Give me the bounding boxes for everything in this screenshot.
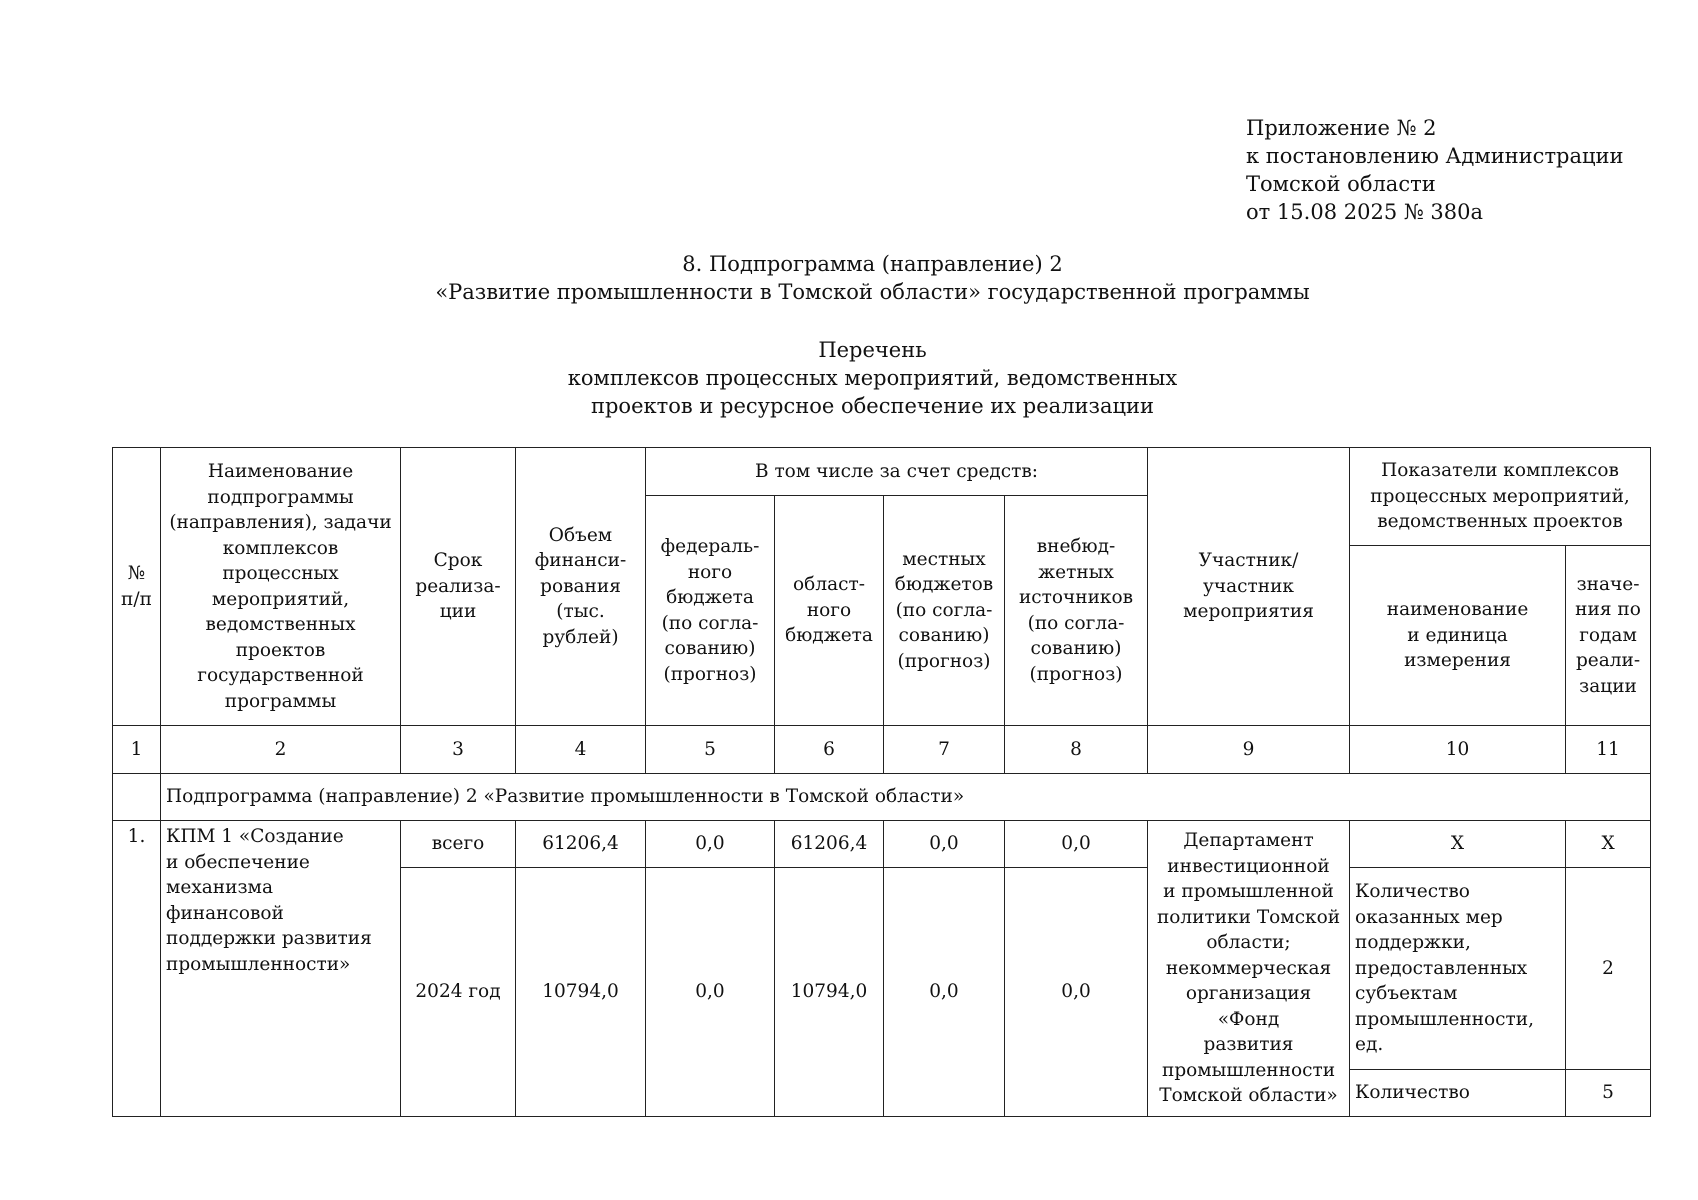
- row-extra: 0,0: [1005, 868, 1148, 1117]
- row-local: 0,0: [884, 821, 1005, 868]
- empty-cell: [113, 774, 161, 821]
- row-name: КПМ 1 «Создание и обеспечение механизма финансовой поддержки развития промышленности»: [161, 821, 401, 1117]
- row-indicator-name: Х: [1350, 821, 1566, 868]
- row-federal: 0,0: [646, 868, 775, 1117]
- row-participant: Департамент инвестиционной и промышленной политики Томской области; некоммерческая организация «Фонд развития промышленности Томской области»: [1148, 821, 1350, 1117]
- row-indicator-value: Х: [1566, 821, 1651, 868]
- header-regional: област- ного бюджета: [775, 496, 884, 726]
- column-number: 4: [516, 726, 646, 774]
- subtitle-line: Перечень: [818, 338, 927, 362]
- measures-table: [112, 447, 1651, 1117]
- appendix-line: от 15.08 2025 № 380а: [1246, 200, 1483, 224]
- subprogram-title: Подпрограмма (направление) 2 «Развитие промышленности в Томской области»: [161, 774, 1651, 821]
- subtitle-line: комплексов процессных мероприятий, ведомственных: [567, 366, 1178, 390]
- subprogram-row: [113, 774, 1651, 821]
- document-title: [0, 250, 1698, 306]
- appendix-line: к постановлению Администрации: [1246, 144, 1624, 168]
- appendix-block: [1246, 114, 1624, 226]
- row-indicator-name: Количество оказанных мер поддержки, предоставленных субъектам промышленности, ед.: [1350, 868, 1566, 1070]
- column-number: 10: [1350, 726, 1566, 774]
- column-number: 7: [884, 726, 1005, 774]
- header-indicator-name: наименование и единица измерения: [1350, 546, 1566, 726]
- column-number: 9: [1148, 726, 1350, 774]
- column-number: 1: [113, 726, 161, 774]
- header-term: Срок реализа- ции: [401, 448, 516, 726]
- header-volume: Объем финанси- рования (тыс. рублей): [516, 448, 646, 726]
- row-indicator-name: Количество: [1350, 1070, 1566, 1117]
- column-number: 8: [1005, 726, 1148, 774]
- header-indicators: Показатели комплексов процессных мероприятий, ведомственных проектов: [1350, 448, 1651, 546]
- row-term: 2024 год: [401, 868, 516, 1117]
- row-volume: 61206,4: [516, 821, 646, 868]
- header-federal: федераль- ного бюджета (по согла- сованию) (прогноз): [646, 496, 775, 726]
- column-number: 6: [775, 726, 884, 774]
- row-indicator-value: 5: [1566, 1070, 1651, 1117]
- header-including: В том числе за счет средств:: [646, 448, 1148, 496]
- column-number: 2: [161, 726, 401, 774]
- row-term: всего: [401, 821, 516, 868]
- row-extra: 0,0: [1005, 821, 1148, 868]
- header-indicator-values: значе- ния по годам реали- зации: [1566, 546, 1651, 726]
- appendix-line: Томской области: [1246, 172, 1436, 196]
- subtitle-line: проектов и ресурсное обеспечение их реализации: [590, 394, 1155, 418]
- document-subtitle: [0, 336, 1698, 420]
- title-line: 8. Подпрограмма (направление) 2: [682, 252, 1063, 276]
- header-participant: Участник/ участник мероприятия: [1148, 448, 1350, 726]
- column-number: 3: [401, 726, 516, 774]
- column-number: 5: [646, 726, 775, 774]
- column-number: 11: [1566, 726, 1651, 774]
- row-indicator-value: 2: [1566, 868, 1651, 1070]
- header-num: № п/п: [113, 448, 161, 726]
- row-local: 0,0: [884, 868, 1005, 1117]
- appendix-line: Приложение № 2: [1246, 116, 1437, 140]
- header-row: [113, 448, 1651, 496]
- header-name: Наименование подпрограммы (направления), задачи комплексов процессных мероприятий, ведомственных проектов государственной программы: [161, 448, 401, 726]
- column-number-row: [113, 726, 1651, 774]
- row-regional: 10794,0: [775, 868, 884, 1117]
- table-row: [113, 821, 1651, 868]
- title-line: «Развитие промышленности в Томской области» государственной программы: [435, 280, 1310, 304]
- header-extra: внебюд- жетных источников (по согла- сованию) (прогноз): [1005, 496, 1148, 726]
- row-num: 1.: [113, 821, 161, 1117]
- row-volume: 10794,0: [516, 868, 646, 1117]
- row-federal: 0,0: [646, 821, 775, 868]
- row-regional: 61206,4: [775, 821, 884, 868]
- header-local: местных бюджетов (по согла- сованию) (прогноз): [884, 496, 1005, 726]
